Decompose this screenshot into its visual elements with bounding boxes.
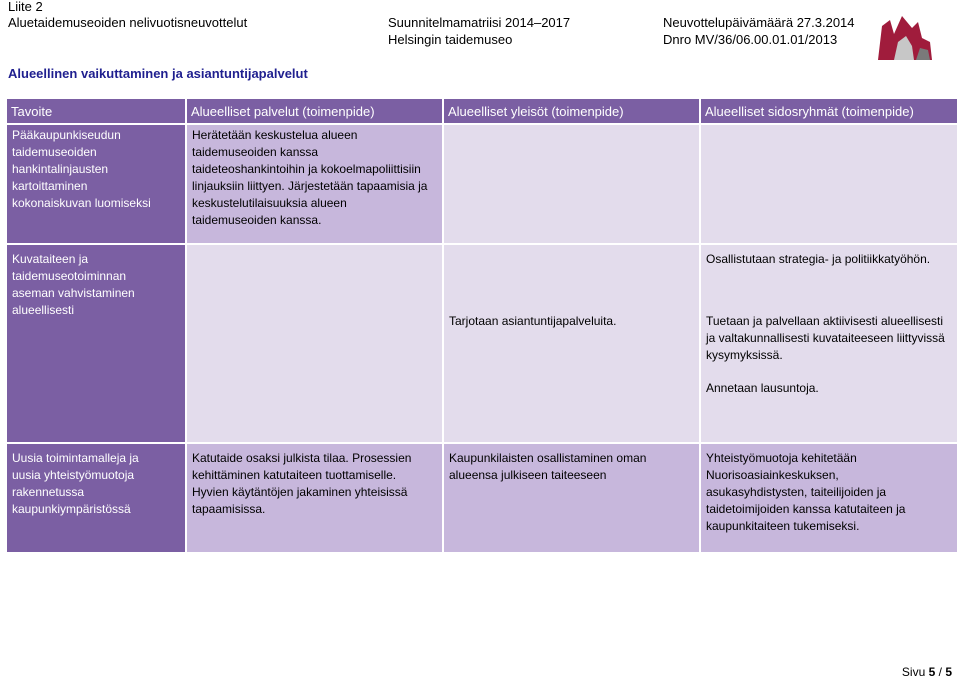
column-header-stakeholders: Alueelliset sidosryhmät (toimenpide) <box>701 99 957 123</box>
section-title: Alueellinen vaikuttaminen ja asiantuntijapalvelut <box>8 66 308 81</box>
goal-cell <box>7 444 185 552</box>
date-label: Neuvottelupäivämäärä 27.3.2014 <box>663 15 855 30</box>
column-header-audiences: Alueelliset yleisöt (toimenpide) <box>444 99 699 123</box>
page-label: Sivu <box>901 665 926 679</box>
goal-text: Uusia toimintamalleja ja uusia yhteistyömuotoja rakennetussa kaupunkiympäristössä <box>12 451 139 516</box>
table-row <box>7 245 957 442</box>
audiences-text: Tarjotaan asiantuntijapalveluita. <box>449 314 617 328</box>
attachment-label: Liite 2 <box>8 0 43 14</box>
audiences-text: Kaupunkilaisten osallistaminen oman alueensa julkiseen taiteeseen <box>449 451 647 482</box>
museum-logo <box>872 12 934 62</box>
matrix-label: Suunnitelmamatriisi 2014–2017 <box>388 15 571 30</box>
museum-label: Helsingin taidemuseo <box>388 32 513 47</box>
services-cell <box>187 125 442 243</box>
stakeholders-text-2: Tuetaan ja palvellaan aktiivisesti alueellisesti ja valtakunnallisesti kuvataiteeseen liittyvissä kysymyksissä. <box>706 314 945 362</box>
services-text: Herätetään keskustelua alueen taidemuseoiden kanssa taideteoshankintoihin ja kokoelmapoliittisiin linjauksiin liittyen. Järjestetään tapaamisia ja keskustelutilaisuuksia alueen taidemuseoiden kanssa. <box>192 128 428 227</box>
column-header-goal: Tavoite <box>7 99 185 123</box>
goal-cell <box>7 125 185 243</box>
advisor-label: Aluetaidemuseoiden nelivuotisneuvottelut <box>8 15 248 30</box>
services-cell <box>187 444 442 552</box>
page-total: 5 <box>945 665 952 679</box>
goal-text: Kuvataiteen ja taidemuseotoiminnan aseman vahvistaminen alueellisesti <box>12 252 135 317</box>
table-row <box>7 125 957 243</box>
page-separator: / <box>938 665 942 679</box>
goal-text: Pääkaupunkiseudun taidemuseoiden hankintalinjausten kartoittaminen kokonaiskuvan luomiseksi <box>12 128 151 210</box>
column-header-services: Alueelliset palvelut (toimenpide) <box>187 99 442 123</box>
audiences-cell <box>444 444 699 552</box>
audiences-cell <box>444 125 699 243</box>
stakeholders-text-3: Annetaan lausuntoja. <box>706 381 819 395</box>
goal-cell <box>7 245 185 442</box>
page-number: 5 <box>928 665 936 679</box>
stakeholders-text: Yhteistyömuotoja kehitetään Nuorisoasiainkeskuksen, asukasyhdistysten, taiteilijoiden ja taidetoimijoiden kanssa katutaiteen ja kaupunkitaiteen tukemiseksi. <box>706 451 906 533</box>
stakeholders-cell <box>701 444 957 552</box>
table-header-row <box>7 99 957 123</box>
services-text: Katutaide osaksi julkista tilaa. Prosessien kehittäminen katutaiteen tuottamiselle. Hyvien käytäntöjen jakaminen yhteisissä tapaamisissa. <box>192 451 412 516</box>
audiences-cell <box>444 245 699 442</box>
plan-matrix-table <box>5 97 959 554</box>
page-footer <box>902 665 952 679</box>
stakeholders-cell <box>701 125 957 243</box>
stakeholders-text-1: Osallistutaan strategia- ja politiikkatyöhön. <box>706 252 931 266</box>
services-cell <box>187 245 442 442</box>
stakeholders-cell <box>701 245 957 442</box>
dnro-label: Dnro MV/36/06.00.01.01/2013 <box>663 32 838 47</box>
table-row <box>7 444 957 552</box>
